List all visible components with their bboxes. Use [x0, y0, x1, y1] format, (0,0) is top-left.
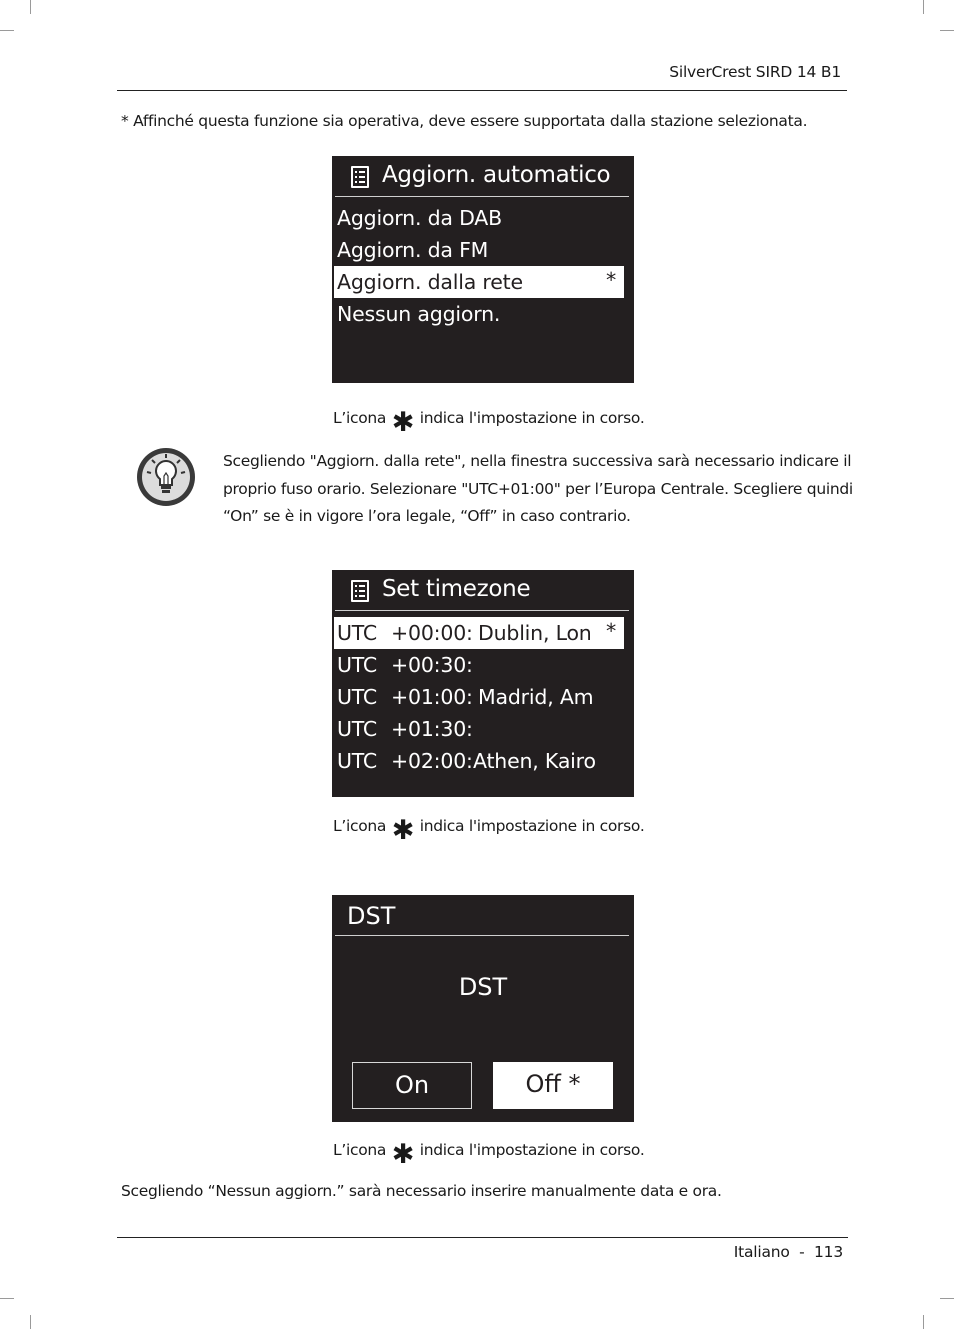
- list-icon: [351, 580, 369, 602]
- caption: [333, 1139, 645, 1170]
- crop-mark: [30, 0, 31, 14]
- utc-offset: +01:30:: [391, 717, 473, 741]
- city-label: Madrid, Am: [478, 685, 594, 709]
- caption-prefix: L’icona: [333, 817, 387, 835]
- timezone-screen: [332, 570, 634, 797]
- asterisk-icon: ✱: [391, 407, 415, 438]
- body-text: Scegliendo “Nessun aggiorn.” sarà necessario inserire manualmente data e ora.: [121, 1182, 722, 1200]
- utc-label: UTC: [337, 717, 378, 741]
- caption-suffix: indica l'impostazione in corso.: [419, 817, 645, 835]
- caption-suffix: indica l'impostazione in corso.: [419, 1141, 645, 1159]
- screen-title: Aggiorn. automatico: [382, 162, 611, 188]
- timezone-item[interactable]: [334, 681, 624, 713]
- current-setting-star: *: [605, 268, 616, 292]
- utc-offset: +00:00:: [391, 621, 473, 645]
- caption-prefix: L’icona: [333, 1141, 387, 1159]
- lightbulb-icon: [135, 446, 197, 508]
- footer-rule: [117, 1237, 848, 1238]
- screen-title-bar: [335, 156, 629, 197]
- menu-item-none[interactable]: [334, 298, 624, 330]
- list-icon: [351, 166, 369, 188]
- utc-label: UTC: [337, 685, 378, 709]
- menu-item-label: Aggiorn. dalla rete: [337, 270, 523, 294]
- utc-label: UTC: [337, 653, 378, 677]
- caption: [333, 815, 645, 846]
- tip-text: Scegliendo "Aggiorn. dalla rete", nella finestra successiva sarà necessario indicare il proprio fuso orario. Selezionare "UTC+01:00" per l’Europa Centrale. Scegliere quindi “On” se è in vigore l’ora legale, “Off” in caso contrario.: [223, 452, 853, 525]
- screen-title-bar: [335, 570, 629, 611]
- caption-suffix: indica l'impostazione in corso.: [419, 409, 645, 427]
- current-setting-star: *: [605, 619, 616, 643]
- dst-off-button[interactable]: Off *: [493, 1062, 613, 1109]
- dst-on-button[interactable]: On: [352, 1062, 472, 1109]
- utc-offset: +01:00:: [391, 685, 473, 709]
- menu-item-dab[interactable]: [334, 202, 624, 234]
- menu-item-network[interactable]: [334, 266, 624, 298]
- auto-update-screen: [332, 156, 634, 383]
- timezone-item[interactable]: [334, 617, 624, 649]
- crop-mark: [0, 30, 14, 31]
- timezone-item[interactable]: [334, 713, 624, 745]
- dst-screen: [332, 895, 634, 1122]
- menu-item-label: Aggiorn. da DAB: [337, 206, 502, 230]
- caption: [333, 407, 645, 438]
- dst-prompt: DST: [458, 973, 508, 1001]
- footnote: * Affinché questa funzione sia operativa, deve essere supportata dalla stazione selezionata.: [121, 112, 808, 130]
- crop-mark: [923, 1315, 924, 1329]
- page-header-title: SilverCrest SIRD 14 B1: [669, 63, 841, 81]
- timezone-item[interactable]: [334, 745, 624, 777]
- crop-mark: [940, 30, 954, 31]
- crop-mark: [923, 0, 924, 14]
- page-footer: Italiano - 113: [733, 1243, 843, 1261]
- screen-title: Set timezone: [382, 576, 531, 602]
- utc-label: UTC: [337, 749, 378, 773]
- menu-item-fm[interactable]: [334, 234, 624, 266]
- menu-item-label: Nessun aggiorn.: [337, 302, 501, 326]
- header-rule: [117, 90, 847, 91]
- utc-offset: +00:30:: [391, 653, 473, 677]
- asterisk-icon: ✱: [391, 1139, 415, 1170]
- utc-label: UTC: [337, 621, 378, 645]
- asterisk-icon: ✱: [391, 815, 415, 846]
- screen-title: DST: [347, 902, 396, 930]
- crop-mark: [940, 1298, 954, 1299]
- menu-item-label: Aggiorn. da FM: [337, 238, 489, 262]
- timezone-item[interactable]: [334, 649, 624, 681]
- utc-offset: +02:00:: [391, 749, 473, 773]
- city-label: Athen, Kairo: [473, 749, 596, 773]
- screen-title-bar: [335, 895, 629, 936]
- crop-mark: [30, 1315, 31, 1329]
- crop-mark: [0, 1298, 14, 1299]
- city-label: Dublin, Lon: [478, 621, 592, 645]
- caption-prefix: L’icona: [333, 409, 387, 427]
